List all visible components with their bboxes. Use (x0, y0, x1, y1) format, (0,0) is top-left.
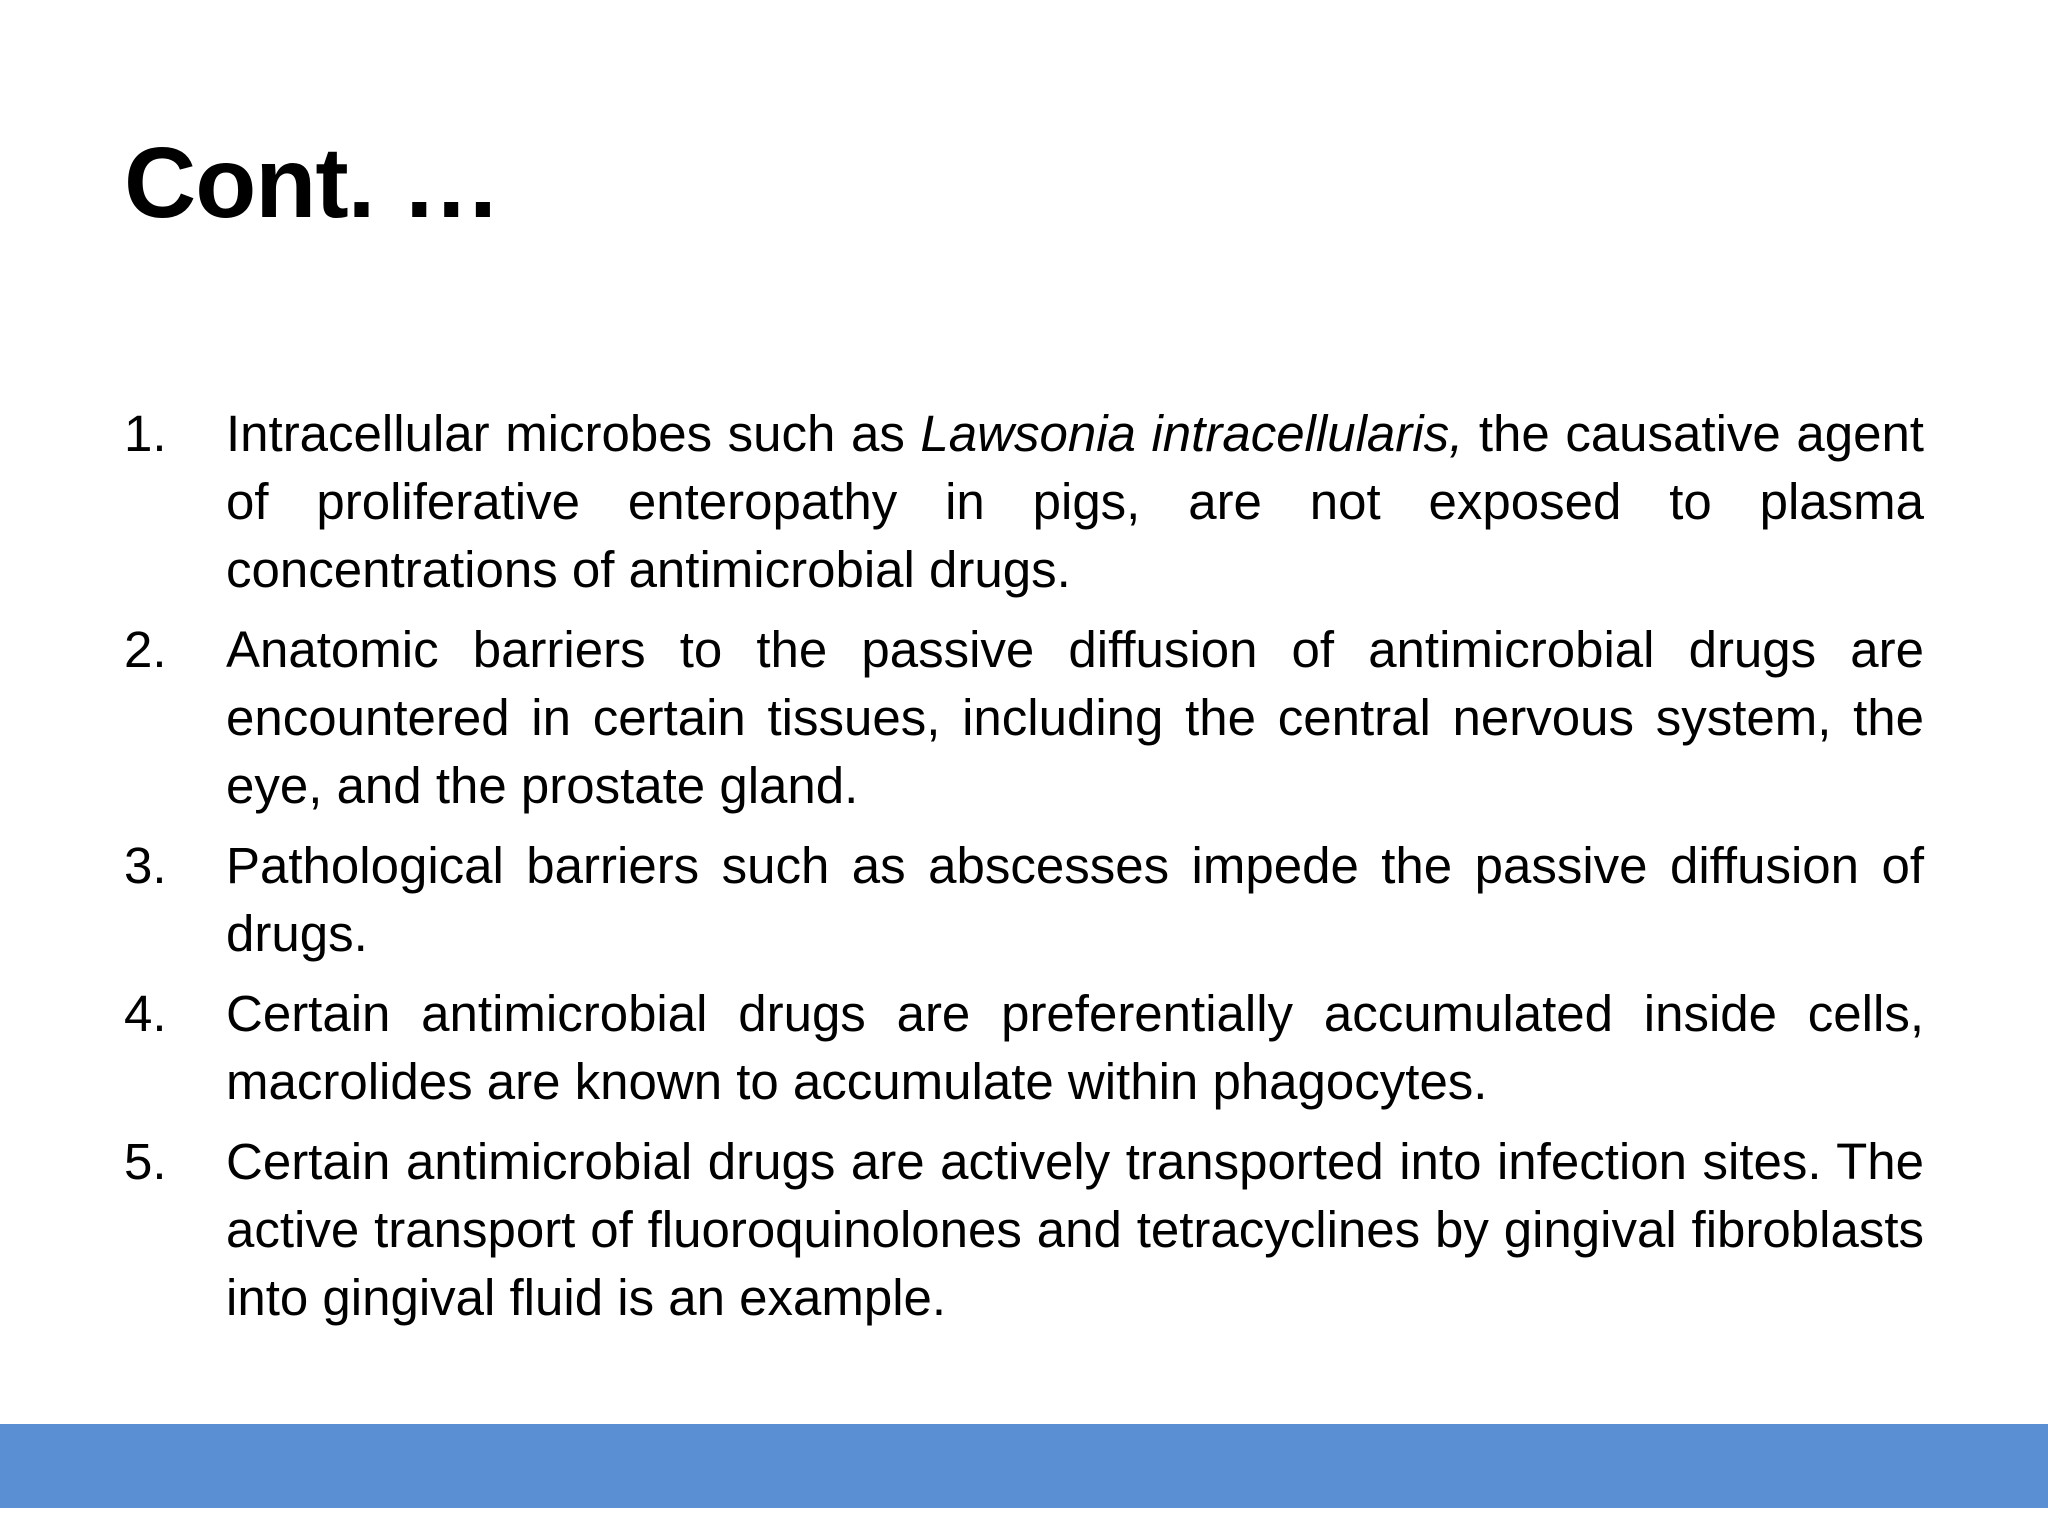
list-item-text: Anatomic barriers to the passive diffusion of antimicrobial drugs are encountered in certain tissues, including the central nervous system, the eye, and the prostate gland. (226, 621, 1924, 814)
list-item-number: 1. (124, 405, 167, 462)
list-item-number: 3. (124, 837, 167, 894)
list-item-text: Certain antimicrobial drugs are actively transported into infection sites. The active transport of fluoroquinolones and tetracyclines by gingival fibroblasts into gingival fluid is an example. (226, 1133, 1924, 1326)
list-item-number: 2. (124, 621, 167, 678)
list-item (124, 980, 1924, 1116)
numbered-list (124, 400, 1924, 1344)
list-item-number: 4. (124, 985, 167, 1042)
list-item (124, 400, 1924, 604)
list-item-text-part: the causative agent of proliferative enteropathy in pigs, are not exposed to plasma concentrations of antimicrobial drugs. (226, 405, 1924, 598)
list-item (124, 1128, 1924, 1332)
list-item-text-part: Intracellular microbes such as (226, 405, 921, 462)
footer-accent-bar (0, 1424, 2048, 1508)
list-item-number: 5. (124, 1133, 167, 1190)
slide-title: Cont. … (124, 127, 501, 239)
list-item (124, 832, 1924, 968)
list-item-text: Certain antimicrobial drugs are preferentially accumulated inside cells, macrolides are known to accumulate within phagocytes. (226, 985, 1924, 1110)
list-item-text (226, 400, 1924, 604)
list-item (124, 616, 1924, 820)
list-item-text: Pathological barriers such as abscesses impede the passive diffusion of drugs. (226, 837, 1924, 962)
species-name: Lawsonia intracellularis, (920, 405, 1464, 462)
